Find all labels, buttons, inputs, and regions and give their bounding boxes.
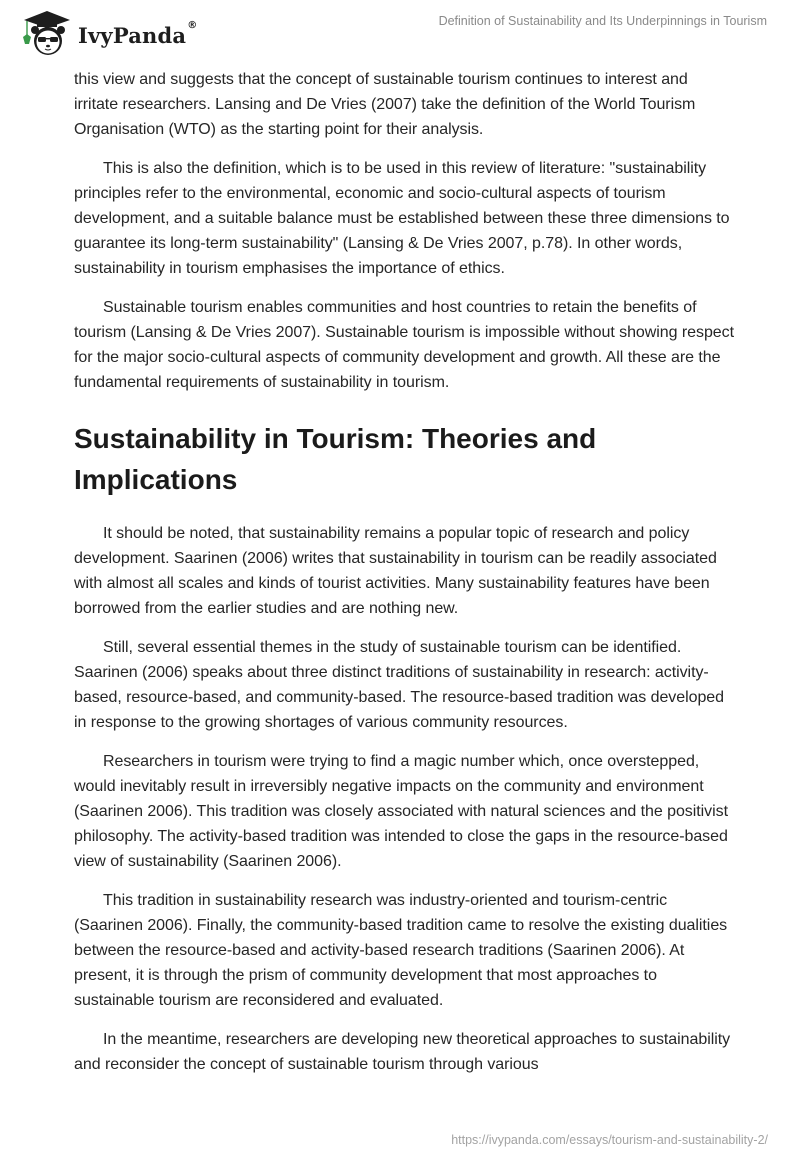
section-heading: Sustainability in Tourism: Theories and Implications [74, 423, 597, 495]
paragraph: Sustainable tourism enables communities and host countries to retain the benefits of tourism (Lansing & De Vries 2007). Sustainable tourism is impossible without showing respect for the major socio-cultural aspects of community development and growth. All these are the fundamental requirements of sustainability in tourism. [74, 299, 735, 391]
ivypanda-logo[interactable] [18, 8, 197, 58]
page-header [0, 0, 800, 62]
registered-mark: ® [187, 19, 198, 31]
paragraph: This tradition in sustainability research was industry-oriented and tourism-centric (Saarinen 2006). Finally, the community-based tradition came to resolve the existing dualities between the resource-based and activity-based research traditions (Saarinen 2006). At present, it is through the prism of community development that most approaches to sustainable tourism are reconsidered and evaluated. [74, 892, 728, 1009]
source-url[interactable]: https://ivypanda.com/essays/tourism-and-sustainability-2/ [451, 1133, 768, 1147]
brand-name: IvyPanda® [78, 19, 198, 48]
essay-content [74, 67, 734, 1091]
paragraph: This is also the definition, which is to be used in this review of literature: "sustainability principles refer to the environmental, economic and socio-cultural aspects of tourism development, and a suitable balance must be established between these three dimensions to guarantee its long-term sustainability" (Lansing & De Vries 2007, p.78). In other words, sustainability in tourism emphasises the importance of ethics. [74, 160, 730, 277]
paragraph: Researchers in tourism were trying to find a magic number which, once overstepped, would inevitably result in irreversibly negative impacts on the community and environment (Saarinen 2006). This tradition was closely associated with natural sciences and the positivist philosophy. The activity-based tradition was intended to close the gaps in the resource-based view of sustainability (Saarinen 2006). [74, 753, 728, 870]
panda-graduate-icon [18, 8, 76, 58]
paragraph: In the meantime, researchers are developing new theoretical approaches to sustainability and reconsider the concept of sustainable tourism through various [74, 1031, 731, 1073]
document-title: Definition of Sustainability and Its Underpinnings in Tourism [438, 14, 767, 28]
paragraph: It should be noted, that sustainability remains a popular topic of research and policy development. Saarinen (2006) writes that sustainability in tourism can be readily associated with almost all scales and kinds of tourist activities. Many sustainability features have been borrowed from the earlier studies and are nothing new. [74, 525, 717, 617]
paragraph: Still, several essential themes in the study of sustainable tourism can be identified. Saarinen (2006) speaks about three distinct traditions of sustainability in research: activity-based, resource-based, and community-based. The resource-based tradition was developed in response to the growing shortages of various community resources. [74, 639, 725, 731]
paragraph: this view and suggests that the concept of sustainable tourism continues to interest and irritate researchers. Lansing and De Vries (2007) take the definition of the World Tourism Organisation (WTO) as the starting point for their analysis. [74, 71, 696, 138]
